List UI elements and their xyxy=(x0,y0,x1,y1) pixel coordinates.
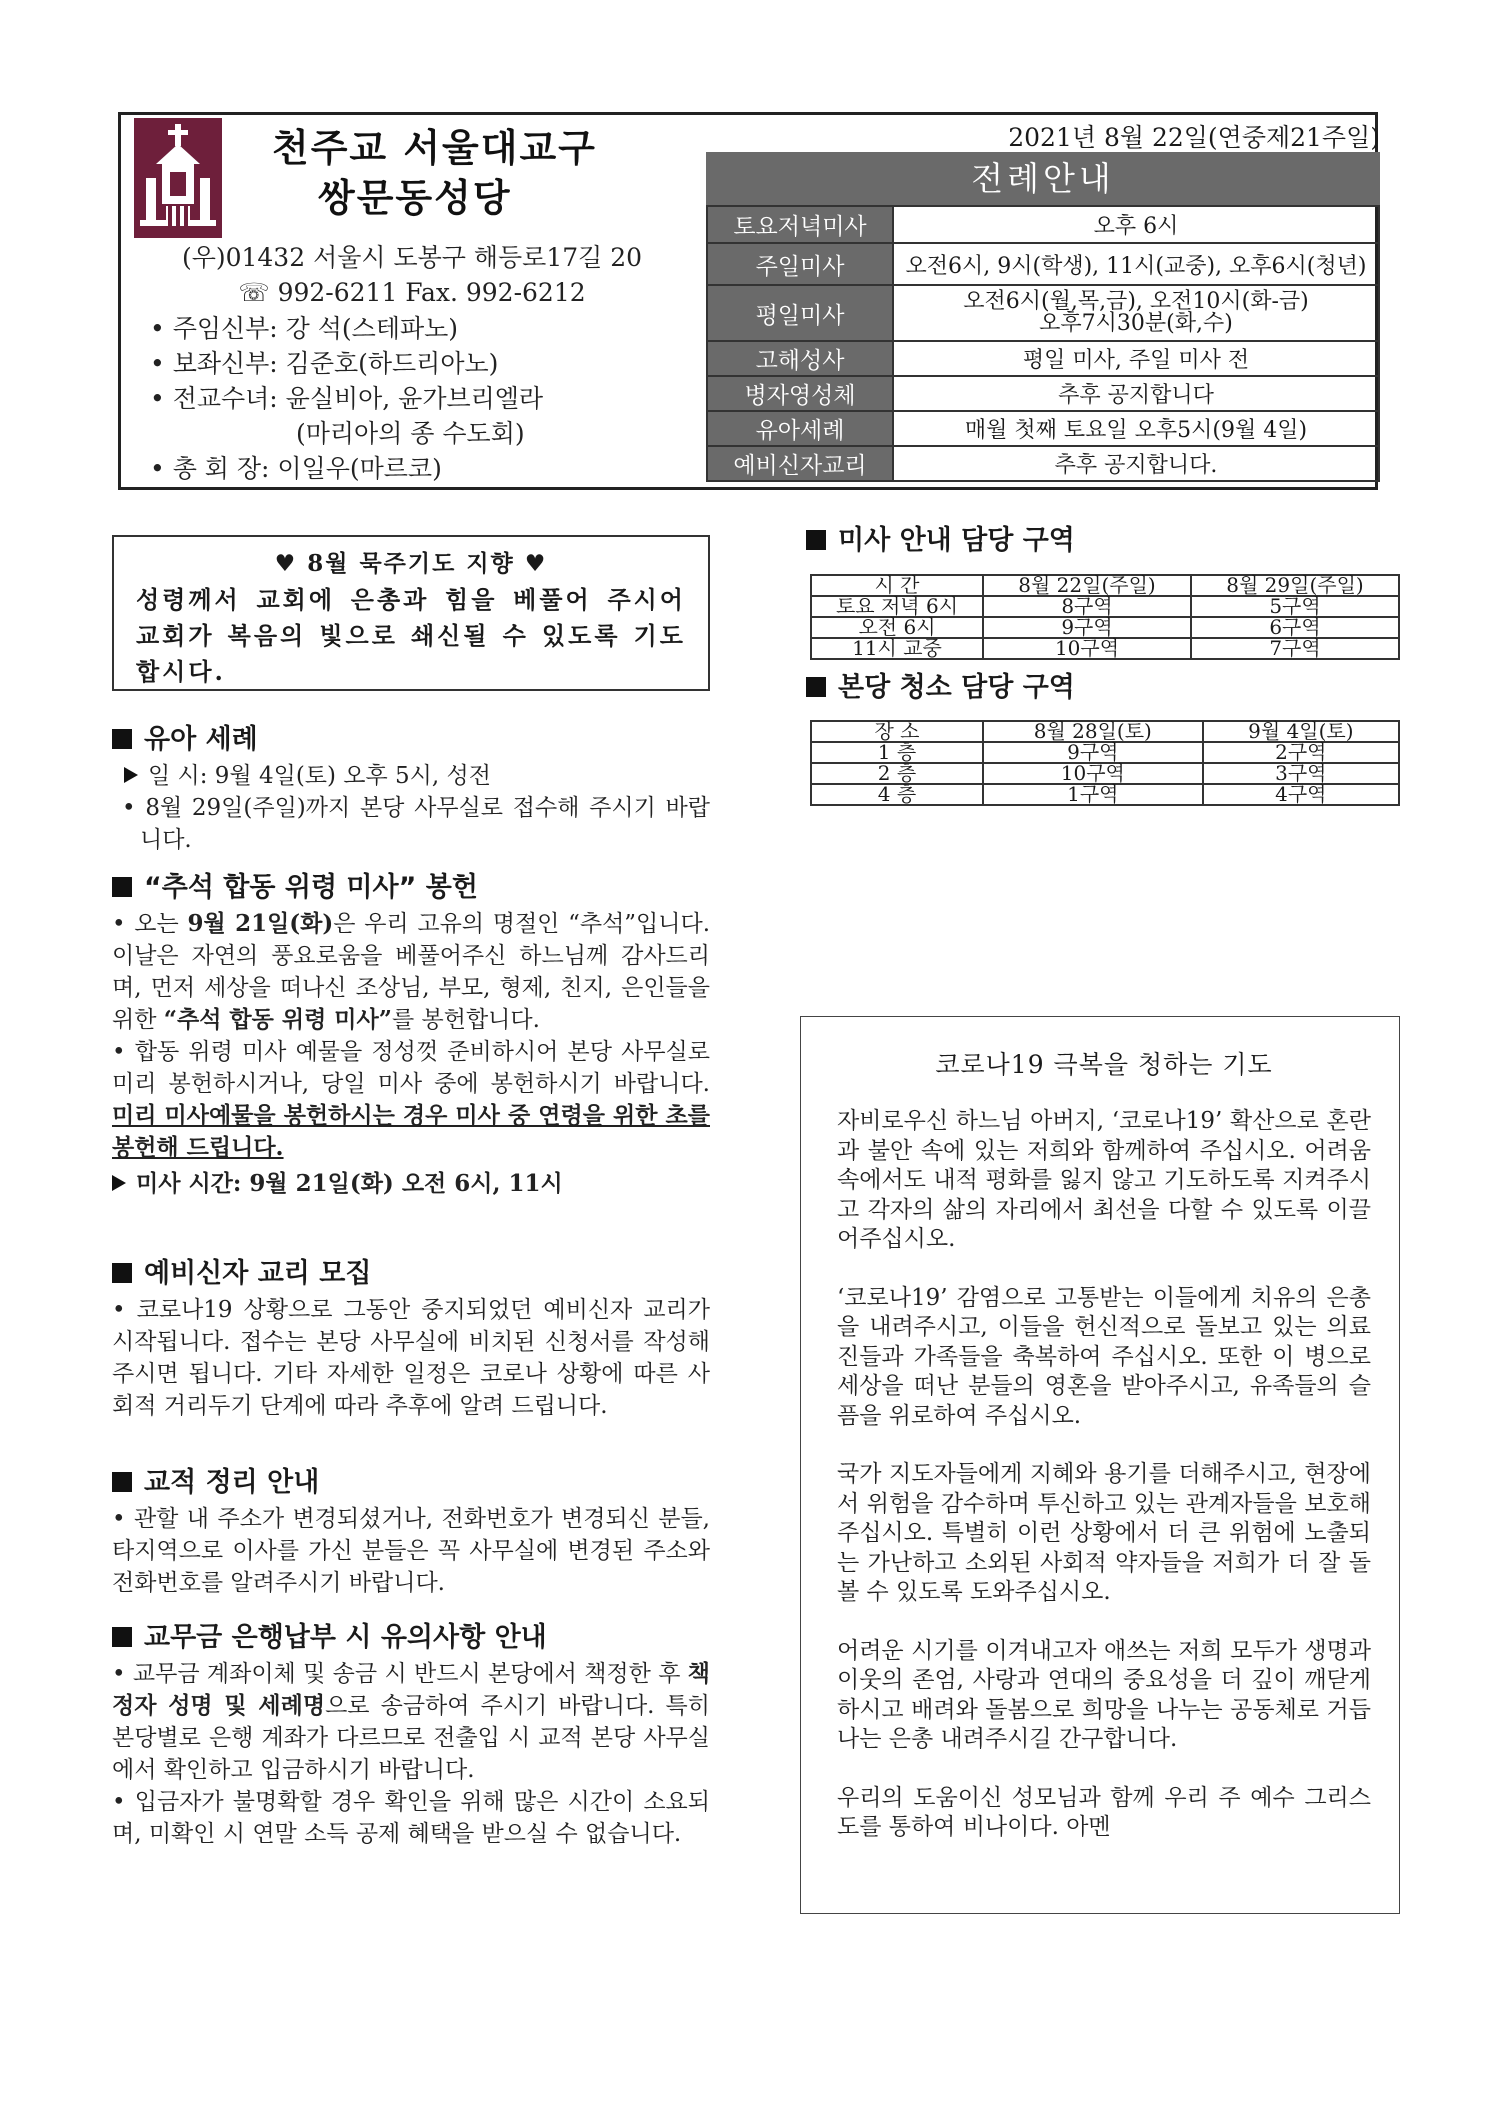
dues-paragraph-1: • 교무금 계좌이체 및 송금 시 반드시 본당에서 책정한 후 책정자 성명 및 세례명으로 송금하여 주시기 바랍니다. 특히 본당별로 은행 계좌가 다르므로 전출입 시 교적 본당 사무실에서 확인하고 입금하시기 바랍니다. xyxy=(112,1660,710,1783)
liturgy-table xyxy=(706,205,1380,482)
liturgy-label: 토요저녁미사 xyxy=(707,206,893,243)
liturgy-label: 주일미사 xyxy=(707,243,893,285)
liturgy-row xyxy=(707,206,1379,243)
address: (우)01432 서울시 도봉구 해등로17길 20 xyxy=(181,243,643,272)
rosary-intention-box xyxy=(112,535,710,691)
mass-zone-table xyxy=(810,574,1400,660)
table-cell: 1구역 xyxy=(983,784,1203,805)
section-heading-baptism: 유아 세례 xyxy=(112,722,258,758)
table-header-cell: 8월 28일(토) xyxy=(983,721,1203,742)
table-cell: 10구역 xyxy=(983,638,1191,659)
liturgy-label: 예비신자교리 xyxy=(707,446,893,481)
rosary-intention-title: ♥ 8월 묵주기도 지향 ♥ xyxy=(274,550,548,577)
phone-fax: ☏ 992-6211 Fax. 992-6212 xyxy=(238,278,586,307)
table-cell: 1 층 xyxy=(811,742,983,763)
table-cell: 4구역 xyxy=(1203,784,1399,805)
liturgy-value: 오전6시(월,목,금), 오전10시(화-금) 오후7시30분(화,수) xyxy=(893,285,1379,341)
triangle-bullet-icon xyxy=(124,767,138,783)
section-heading-mass-zone: 미사 안내 담당 구역 xyxy=(806,523,1075,559)
bulletin-date: 2021년 8월 22일(연중제21주일) xyxy=(1008,123,1380,152)
liturgy-value: 추후 공지합니다. xyxy=(893,446,1379,481)
square-bullet-icon xyxy=(112,1263,132,1283)
table-header-row xyxy=(811,575,1399,596)
liturgy-label: 병자영성체 xyxy=(707,376,893,411)
liturgy-row xyxy=(707,411,1379,446)
prayer-paragraph: 어려운 시기를 이겨내고자 애쓰는 저희 모두가 생명과 이웃의 존엄, 사랑과 연대의 중요성을 더 깊이 깨닫게 하시고 배려와 돌봄으로 희망을 나누는 공동체로 거듭나는 은총 내려주시길 간구합니다. xyxy=(837,1637,1371,1752)
table-header-row xyxy=(811,721,1399,742)
clergy-list xyxy=(150,311,710,486)
liturgy-value: 오후 6시 xyxy=(893,206,1379,243)
chuseok-mass-time: 미사 시간: 9월 21일(화) 오전 6시, 11시 xyxy=(84,1168,710,1200)
liturgy-label: 유아세례 xyxy=(707,411,893,446)
baptism-body xyxy=(112,760,710,856)
table-row xyxy=(811,784,1399,805)
table-header-cell: 시 간 xyxy=(811,575,983,596)
table-row xyxy=(811,638,1399,659)
prayer-paragraph: 자비로우신 하느님 아버지, ‘코로나19’ 확산으로 혼란과 불안 속에 있는 저희와 함께하여 주십시오. 어려움 속에서도 내적 평화를 잃지 않고 기도하도록 지켜주시고 각자의 삶의 자리에서 최선을 다할 수 있도록 이끌어주십시오. xyxy=(837,1108,1371,1252)
church-logo xyxy=(134,118,222,238)
prayer-paragraph: 우리의 도움이신 성모님과 함께 우리 주 예수 그리스도를 통하여 비나이다. 아멘 xyxy=(837,1784,1371,1840)
square-bullet-icon xyxy=(112,1472,132,1492)
clergy-assistant: • 보좌신부: 김준호(하드리아노) xyxy=(150,349,499,378)
liturgy-value: 평일 미사, 주일 미사 전 xyxy=(893,341,1379,376)
section-heading-catechumen: 예비신자 교리 모집 xyxy=(112,1256,371,1292)
liturgy-label: 평일미사 xyxy=(707,285,893,341)
prayer-paragraph: 국가 지도자들에게 지혜와 용기를 더해주시고, 현장에서 위험을 감수하며 투신하고 있는 관계자들을 보호해주십시오. 특별히 이런 상황에서 더 큰 위험에 노출되는 가난하고 소외된 사회적 약자들을 저희가 더 잘 돌볼 수 있도록 도와주십시오. xyxy=(837,1461,1371,1605)
square-bullet-icon xyxy=(806,530,826,550)
liturgy-value: 추후 공지합니다 xyxy=(893,376,1379,411)
corona-prayer-box xyxy=(800,1016,1400,1914)
liturgy-row xyxy=(707,341,1379,376)
table-header-cell: 장 소 xyxy=(811,721,983,742)
chuseok-body xyxy=(112,908,710,1200)
table-header-cell: 8월 29일(주일) xyxy=(1191,575,1399,596)
rosary-intention-body: 성령께서 교회에 은총과 힘을 베풀어 주시어 교회가 복음의 빛으로 쇄신될 수 있도록 기도합시다. xyxy=(136,585,686,686)
clergy-pastor: • 주임신부: 강 석(스테파노) xyxy=(150,314,459,343)
table-row xyxy=(811,596,1399,617)
prayer-paragraph: ‘코로나19’ 감염으로 고통받는 이들에게 치유의 은총을 내려주시고, 이들을 헌신적으로 돌보고 있는 의료진들과 가족들을 축복하여 주십시오. 또한 이 병으로 세상을 떠난 분들의 영혼을 받아주시고, 유족들의 슬픔을 위로하여 주십시오. xyxy=(837,1284,1371,1429)
table-header-cell: 9월 4일(토) xyxy=(1203,721,1399,742)
catechumen-body: • 코로나19 상황으로 그동안 중지되었던 예비신자 교리가 시작됩니다. 접수는 본당 사무실에 비치된 신청서를 작성해 주시면 됩니다. 기타 자세한 일정은 코로나 상황에 따른 사회적 거리두기 단계에 따라 추후에 알려 드립니다. xyxy=(112,1297,710,1419)
table-cell: 7구역 xyxy=(1191,638,1399,659)
chuseok-paragraph-2: • 합동 위령 미사 예물을 정성껏 준비하시어 본당 사무실로 미리 봉헌하시거나, 당일 미사 중에 봉헌하시기 바랍니다. 미리 미사예물을 봉헌하시는 경우 미사 중 연령을 위한 초를 봉헌해 드립니다. xyxy=(112,1039,710,1161)
section-heading-chuseok: “추석 합동 위령 미사” 봉헌 xyxy=(112,870,478,906)
square-bullet-icon xyxy=(112,729,132,749)
table-cell: 토요 저녁 6시 xyxy=(811,596,983,617)
corona-prayer-title: 코로나19 극복을 청하는 기도 xyxy=(935,1050,1273,1079)
cleaning-zone-table xyxy=(810,720,1400,806)
table-cell: 2 층 xyxy=(811,763,983,784)
table-cell: 오전 6시 xyxy=(811,617,983,638)
clergy-president: • 총 회 장: 이일우(마르코) xyxy=(150,454,442,483)
liturgy-title: 전례안내 xyxy=(706,152,1380,205)
liturgy-value: 매월 첫째 토요일 오후5시(9월 4일) xyxy=(893,411,1379,446)
triangle-bullet-icon xyxy=(112,1175,126,1191)
dues-body xyxy=(112,1658,710,1850)
registry-body: • 관할 내 주소가 변경되셨거나, 전화번호가 변경되신 분들, 타지역으로 이사를 가신 분들은 꼭 사무실에 변경된 주소와 전화번호를 알려주시기 바랍니다. xyxy=(112,1506,710,1596)
section-heading-dues: 교무금 은행납부 시 유의사항 안내 xyxy=(112,1620,547,1656)
table-cell: 4 층 xyxy=(811,784,983,805)
liturgy-row xyxy=(707,376,1379,411)
section-heading-registry: 교적 정리 안내 xyxy=(112,1465,319,1501)
table-header-cell: 8월 22일(주일) xyxy=(983,575,1191,596)
table-cell: 9구역 xyxy=(983,742,1203,763)
table-cell: 5구역 xyxy=(1191,596,1399,617)
liturgy-row xyxy=(707,243,1379,285)
chuseok-paragraph-1: • 오는 9월 21일(화)은 우리 고유의 명절인 “추석”입니다. 이날은 자연의 풍요로움을 베풀어주신 하느님께 감사드리며, 먼저 세상을 떠나신 조상님, 부모, 형제, 친지, 은인들을 위한 “추석 합동 위령 미사”를 봉헌합니다. xyxy=(112,910,711,1033)
table-row xyxy=(811,617,1399,638)
baptism-note: • 8월 29일(주일)까지 본당 사무실로 접수해 주시기 바랍니다. xyxy=(122,795,710,853)
square-bullet-icon xyxy=(112,877,132,897)
square-bullet-icon xyxy=(112,1627,132,1647)
table-cell: 3구역 xyxy=(1203,763,1399,784)
liturgy-row xyxy=(707,285,1379,341)
liturgy-label: 고해성사 xyxy=(707,341,893,376)
brand-line-2: 쌍문동성당 xyxy=(318,176,512,220)
liturgy-panel xyxy=(706,152,1380,482)
square-bullet-icon xyxy=(806,677,826,697)
liturgy-row xyxy=(707,446,1379,481)
table-cell: 11시 교중 xyxy=(811,638,983,659)
baptism-datetime: 일 시: 9월 4일(토) 오후 5시, 성전 xyxy=(96,760,710,792)
table-cell: 6구역 xyxy=(1191,617,1399,638)
liturgy-value: 오전6시, 9시(학생), 11시(교중), 오후6시(청년) xyxy=(893,243,1379,285)
table-row xyxy=(811,742,1399,763)
table-row xyxy=(811,763,1399,784)
clergy-sisters: • 전교수녀: 윤실비아, 윤가브리엘라 xyxy=(150,384,544,413)
brand-line-1: 천주교 서울대교구 xyxy=(272,126,597,170)
table-cell: 10구역 xyxy=(983,763,1203,784)
table-cell: 2구역 xyxy=(1203,742,1399,763)
dues-paragraph-2: • 입금자가 불명확할 경우 확인을 위해 많은 시간이 소요되며, 미확인 시 연말 소득 공제 혜택을 받으실 수 없습니다. xyxy=(112,1789,710,1847)
section-heading-cleaning-zone: 본당 청소 담당 구역 xyxy=(806,670,1075,706)
clergy-order: (마리아의 종 수도회) xyxy=(296,419,525,448)
table-cell: 9구역 xyxy=(983,617,1191,638)
table-cell: 8구역 xyxy=(983,596,1191,617)
